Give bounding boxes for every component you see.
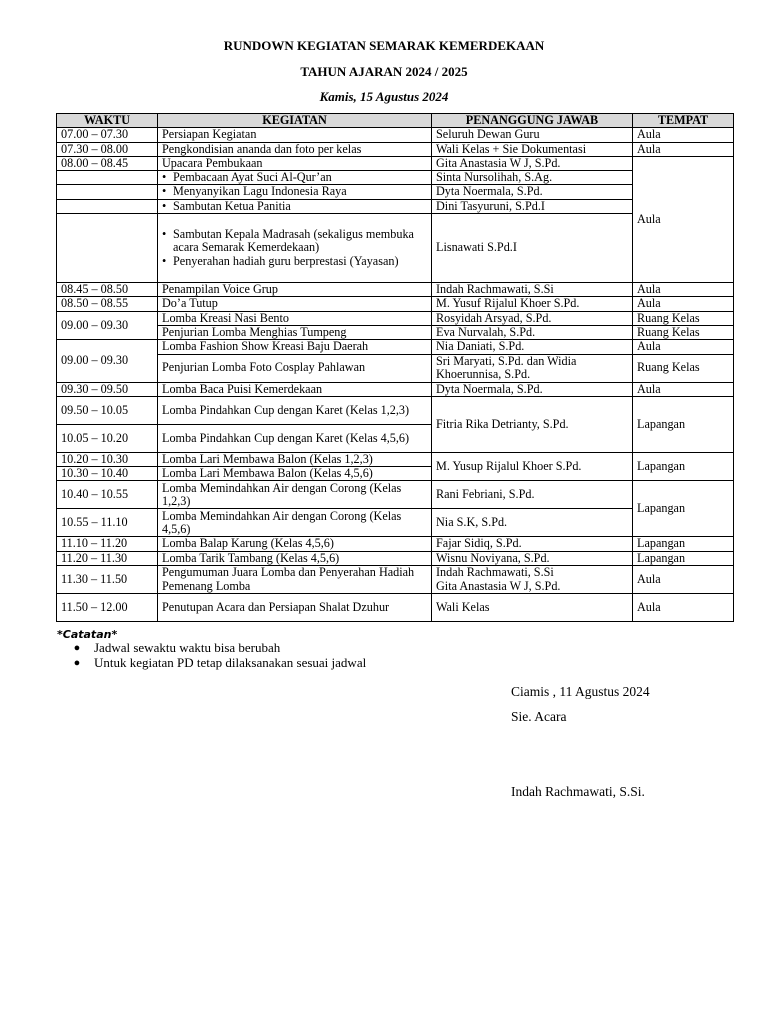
cell-kegiatan: • Sambutan Ketua Panitia [158,199,432,213]
cell-pj: Sri Maryati, S.Pd. dan Widia Khoerunnisa, S.Pd. [432,354,633,382]
cell-waktu: 11.50 – 12.00 [57,594,158,622]
cell-waktu: 09.00 – 09.30 [57,340,158,382]
cell-tempat: Aula [633,283,734,297]
cell-tempat: Aula [633,340,734,354]
cell-kegiatan: Lomba Lari Membawa Balon (Kelas 1,2,3) [158,452,432,466]
cell-waktu [57,214,158,283]
cell-tempat: Aula [633,128,734,142]
cell-kegiatan: Pengumuman Juara Lomba dan Penyerahan Hadiah Pemenang Lomba [158,566,432,594]
cell-pj: M. Yusup Rijalul Khoer S.Pd. [432,452,633,481]
table-row [57,156,734,170]
cell-pj: Eva Nurvalah, S.Pd. [432,325,633,339]
document-subtitle: TAHUN AJARAN 2024 / 2025 [300,64,468,79]
table-row [57,199,734,213]
cell-kegiatan: Upacara Pembukaan [158,156,432,170]
cell-pj: Nia S.K, S.Pd. [432,509,633,537]
cell-tempat: Lapangan [633,537,734,551]
cell-waktu: 09.00 – 09.30 [57,311,158,340]
table-header-row [57,114,734,128]
table-row [57,142,734,156]
table-row [57,340,734,354]
cell-waktu: 08.45 – 08.50 [57,283,158,297]
cell-tempat: Aula [633,156,734,282]
cell-kegiatan: Lomba Memindahkan Air dengan Corong (Kelas 4,5,6) [158,509,432,537]
event-date: Kamis, 15 Agustus 2024 [319,89,449,104]
bullet-icon: • [162,253,167,268]
cell-kegiatan: • Sambutan Kepala Madrasah (sekaligus membuka acara Semarak Kemerdekaan) • Penyerahan hadiah guru berprestasi (Yayasan) [158,214,432,283]
cell-kegiatan: Lomba Kreasi Nasi Bento [158,311,432,325]
cell-kegiatan: Lomba Memindahkan Air dengan Corong (Kelas 1,2,3) [158,481,432,509]
cell-kegiatan: • Menyanyikan Lagu Indonesia Raya [158,185,432,199]
cell-pj: Wisnu Noviyana, S.Pd. [432,551,633,565]
bullet-icon: ● [73,656,81,669]
cell-tempat: Aula [633,297,734,311]
cell-pj: Nia Daniati, S.Pd. [432,340,633,354]
column-header-kegiatan: KEGIATAN [158,114,432,128]
cell-pj: Dyta Noermala, S.Pd. [432,382,633,396]
table-row [57,452,734,466]
cell-kegiatan: Pengkondisian ananda dan foto per kelas [158,142,432,156]
cell-waktu: 11.10 – 11.20 [57,537,158,551]
table-row [57,566,734,594]
cell-waktu: 11.30 – 11.50 [57,566,158,594]
cell-waktu: 10.55 – 11.10 [57,509,158,537]
column-header-tempat: TEMPAT [633,114,734,128]
cell-waktu: 07.00 – 07.30 [57,128,158,142]
cell-pj: Sinta Nursolihah, S.Ag. [432,171,633,185]
cell-waktu: 10.30 – 10.40 [57,467,158,481]
cell-pj: Indah Rachmawati, S.Si [432,283,633,297]
cell-pj: Indah Rachmawati, S.Si Gita Anastasia W J, S.Pd. [432,566,633,594]
table-row [57,325,734,339]
cell-waktu: 10.05 – 10.20 [57,424,158,452]
cell-tempat: Aula [633,382,734,396]
table-row [57,382,734,396]
cell-waktu: 07.30 – 08.00 [57,142,158,156]
table-row [57,551,734,565]
cell-pj: Fitria Rika Detrianty, S.Pd. [432,396,633,452]
bullet-icon: • [162,198,167,213]
table-row [57,283,734,297]
table-row [57,594,734,622]
cell-kegiatan: Lomba Tarik Tambang (Kelas 4,5,6) [158,551,432,565]
cell-waktu: 09.50 – 10.05 [57,396,158,424]
bullet-icon: • [162,227,167,242]
table-row [57,396,734,424]
table-row [57,509,734,537]
cell-waktu: 08.00 – 08.45 [57,156,158,170]
cell-waktu [57,199,158,213]
cell-tempat: Ruang Kelas [633,311,734,325]
cell-tempat: Aula [633,142,734,156]
bullet-icon: ● [73,642,81,654]
cell-tempat: Lapangan [633,452,734,481]
cell-kegiatan: Lomba Pindahkan Cup dengan Karet (Kelas 1,2,3) [158,396,432,424]
cell-kegiatan: Lomba Pindahkan Cup dengan Karet (Kelas 4,5,6) [158,424,432,452]
cell-kegiatan: Lomba Baca Puisi Kemerdekaan [158,382,432,396]
bullet-icon: • [162,184,167,199]
table-row [57,537,734,551]
column-header-penanggung-jawab: PENANGGUNG JAWAB [432,114,633,128]
table-row [57,297,734,311]
table-row [57,128,734,142]
cell-tempat: Aula [633,594,734,622]
signature-place-date: Ciamis , 11 Agustus 2024 [511,684,650,699]
table-row [57,481,734,509]
cell-kegiatan: Do’a Tutup [158,297,432,311]
cell-waktu [57,185,158,199]
cell-pj: Seluruh Dewan Guru [432,128,633,142]
table-row [57,171,734,185]
cell-tempat: Lapangan [633,396,734,452]
bullet-icon: • [162,170,167,185]
cell-tempat: Lapangan [633,551,734,565]
column-header-waktu: WAKTU [57,114,158,128]
cell-kegiatan: Lomba Fashion Show Kreasi Baju Daerah [158,340,432,354]
cell-waktu: 10.20 – 10.30 [57,452,158,466]
table-row [57,185,734,199]
cell-kegiatan: Penjurian Lomba Menghias Tumpeng [158,325,432,339]
table-row [57,311,734,325]
cell-kegiatan: Penampilan Voice Grup [158,283,432,297]
cell-tempat: Ruang Kelas [633,325,734,339]
notes-label: *Catatan* [57,628,118,641]
cell-kegiatan: • Pembacaan Ayat Suci Al-Qur’an [158,171,432,185]
cell-waktu: 08.50 – 08.55 [57,297,158,311]
document-title: RUNDOWN KEGIATAN SEMARAK KEMERDEKAAN [223,38,545,53]
list-item: ● Jadwal sewaktu waktu bisa berubah [60,641,366,656]
cell-pj: Rani Febriani, S.Pd. [432,481,633,509]
cell-tempat: Lapangan [633,481,734,537]
cell-waktu: 11.20 – 11.30 [57,551,158,565]
cell-tempat: Aula [633,566,734,594]
cell-waktu [57,171,158,185]
cell-pj: Dini Tasyuruni, S.Pd.I [432,199,633,213]
table-row [57,214,734,283]
cell-kegiatan: Lomba Balap Karung (Kelas 4,5,6) [158,537,432,551]
list-item: ● Untuk kegiatan PD tetap dilaksanakan sesuai jadwal [60,656,366,671]
signature-name: Indah Rachmawati, S.Si. [511,784,645,799]
cell-pj: Rosyidah Arsyad, S.Pd. [432,311,633,325]
cell-tempat: Ruang Kelas [633,354,734,382]
cell-pj: Wali Kelas + Sie Dokumentasi [432,142,633,156]
cell-pj: M. Yusuf Rijalul Khoer S.Pd. [432,297,633,311]
rundown-table [56,113,734,622]
cell-waktu: 10.40 – 10.55 [57,481,158,509]
cell-pj: Dyta Noermala, S.Pd. [432,185,633,199]
cell-waktu: 09.30 – 09.50 [57,382,158,396]
cell-pj: Lisnawati S.Pd.I [432,214,633,283]
cell-kegiatan: Lomba Lari Membawa Balon (Kelas 4,5,6) [158,467,432,481]
table-row [57,354,734,382]
cell-kegiatan: Penjurian Lomba Foto Cosplay Pahlawan [158,354,432,382]
notes-list [60,641,366,670]
signature-role: Sie. Acara [511,709,567,724]
cell-kegiatan: Penutupan Acara dan Persiapan Shalat Dzuhur [158,594,432,622]
cell-pj: Gita Anastasia W J, S.Pd. [432,156,633,170]
cell-kegiatan: Persiapan Kegiatan [158,128,432,142]
cell-pj: Fajar Sidiq, S.Pd. [432,537,633,551]
cell-pj: Wali Kelas [432,594,633,622]
